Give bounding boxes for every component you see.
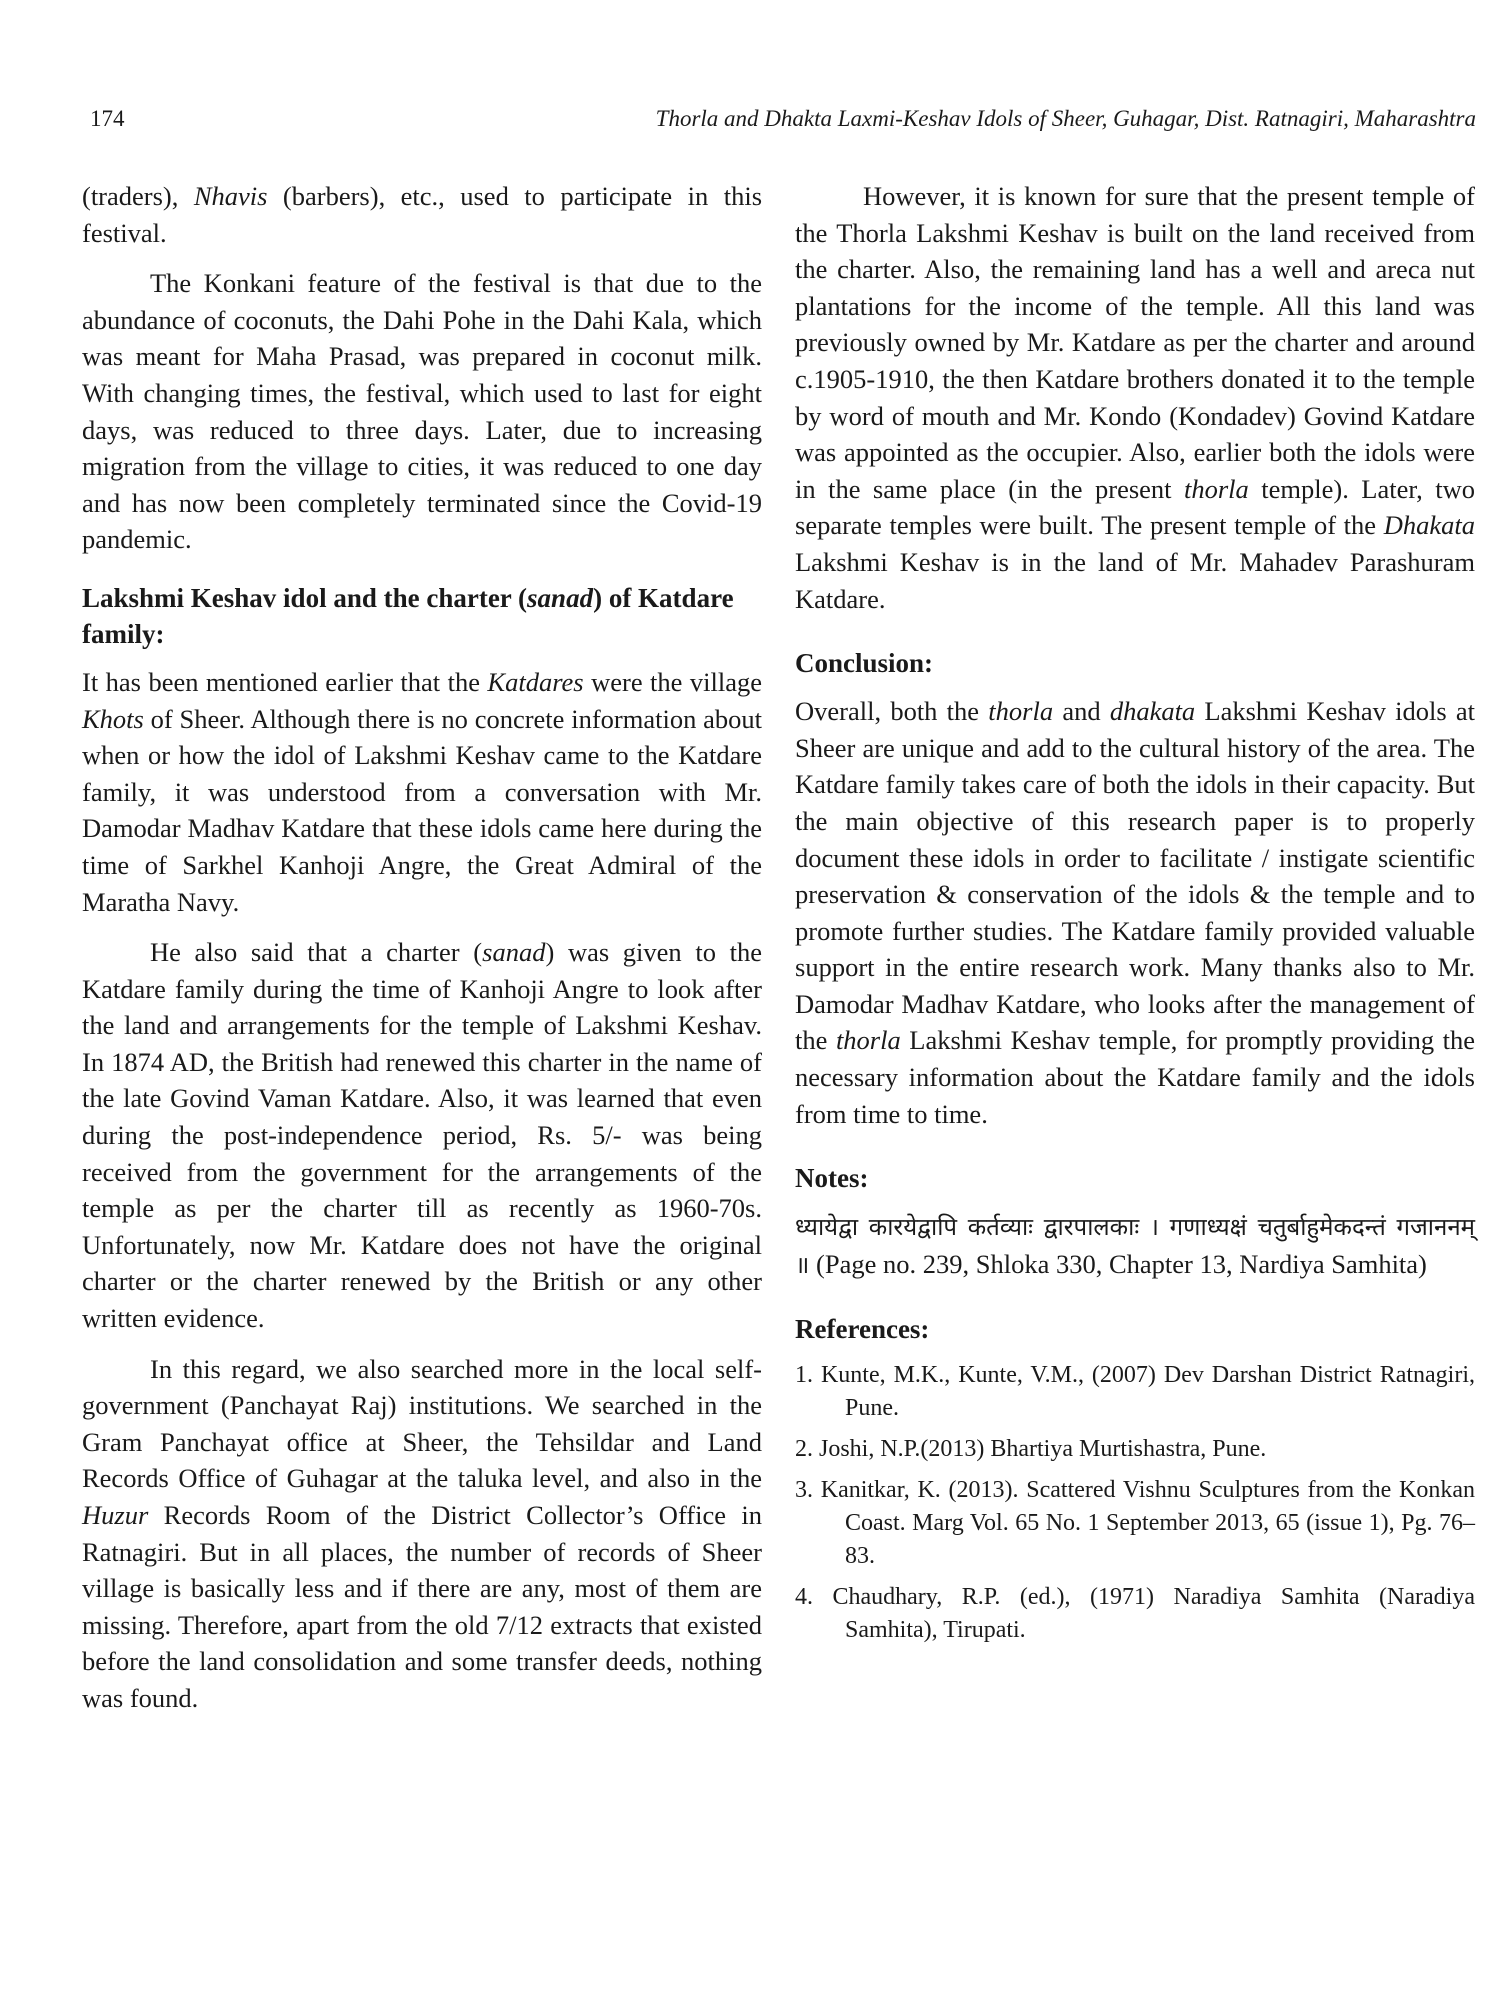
reference-item: 3. Kanitkar, K. (2013). Scattered Vishnu Sculptures from the Konkan Coast. Marg Vol. 65 No. 1 September 2013, 65 (issue 1), Pg. 76–83.: [795, 1477, 1475, 1570]
text: However, it is known for sure that the present temple of the Thorla Lakshmi Keshav is built on the land received from the charter. Also, the remaining land has a well and areca nut plantations for the income of the temple. All this land was previously owned by Mr. Katdare as per the charter and around c.1905-1910, the then Katdare brothers donated it to the temple by word of mouth and Mr. Kondo (Kondadev) Govind Katdare was appointed as the occupier. Also, earlier both the idols were in the same place (in the present: [795, 181, 1475, 504]
reference-item: 1. Kunte, M.K., Kunte, V.M., (2007) Dev Darshan District Ratnagiri, Pune.: [795, 1362, 1475, 1422]
paragraph: [82, 664, 762, 920]
emphasis: dhakata: [1109, 696, 1196, 727]
text: ) of Katdare family:: [82, 582, 734, 649]
references-heading: References:: [795, 1314, 930, 1345]
text: In this regard, we also searched more in the local self-government (Panchayat Raj) institutions. We searched in the Gram Panchayat office at Sheer, the Tehsildar and Land Records Office of Guhagar at the taluka level, and also in the: [82, 1353, 762, 1494]
emphasis: Huzur: [82, 1500, 149, 1530]
emphasis: Katdares: [487, 666, 584, 697]
emphasis: sanad: [482, 937, 546, 968]
emphasis: Dhakata: [1383, 510, 1475, 541]
notes-paragraph: [795, 1208, 1475, 1283]
paragraph: [82, 934, 762, 1337]
emphasis: Khots: [82, 703, 144, 734]
emphasis: thorla: [1184, 473, 1249, 504]
page-number: 174: [90, 106, 125, 131]
running-title: Thorla and Dhakta Laxmi-Keshav Idols of Sheer, Guhagar, Dist. Ratnagiri, Maharashtra: [655, 106, 1476, 131]
paragraph: The Konkani feature of the festival is that due to the abundance of coconuts, the Dahi Pohe in the Dahi Kala, which was meant for Maha Prasad, was prepared in coconut milk. With changing times, the festival, which used to last for eight days, was reduced to three days. Later, due to increasing migration from the village to cities, it was reduced to one day and has now been completely terminated since the Covid-19 pandemic.: [82, 268, 762, 555]
text: of Sheer. Although there is no concrete information about when or how the idol of Lakshmi Keshav came to the Katdare family, it was understood from a conversation with Mr. Damodar Madhav Katdare that these idols came here during the time of Sarkhel Kanhoji Angre, the Great Admiral of the Maratha Navy.: [82, 703, 762, 917]
notes-heading: Notes:: [795, 1163, 869, 1194]
emphasis: thorla: [988, 696, 1054, 727]
reference-item: 2. Joshi, N.P.(2013) Bhartiya Murtishastra, Pune.: [795, 1436, 1267, 1463]
conclusion-paragraph: [795, 693, 1475, 1132]
emphasis: thorla: [835, 1025, 901, 1056]
text: Lakshmi Keshav idols at Sheer are unique and add to the cultural history of the area. The Katdare family takes care of both the idols in their capacity. But the main objective of this research paper is to properly document these idols in order to facilitate / instigate scientific preservation & conservation of the idols & the temple and to promote further studies. The Katdare family provided valuable support in the entire research work. Many thanks also to Mr. Damodar Madhav Katdare, who looks after the management of the: [795, 696, 1475, 1056]
text: Lakshmi Keshav is in the land of Mr. Mahadev Parashuram Katdare.: [795, 546, 1475, 614]
references-list: [795, 1359, 1475, 1647]
text: were the village: [583, 666, 762, 697]
text: Lakshmi Keshav idol and the charter (: [82, 582, 528, 613]
text: Overall, both the: [795, 696, 989, 727]
text: temple). Later, two separate temples were built. The present temple of the: [795, 473, 1475, 541]
reference-item: 4. Chaudhary, R.P. (ed.), (1971) Naradiya Samhita (Naradiya Samhita), Tirupati.: [795, 1584, 1475, 1644]
left-column: [82, 178, 762, 1717]
sanskrit-verse: ध्यायेद्वा कारयेद्वापि कर्तव्याः द्वारपालकाः । गणाध्यक्षं चतुर्बाहुमेकदन्तं गजाननम् ॥: [795, 1213, 1475, 1279]
paragraph: [795, 178, 1475, 617]
paragraph: [82, 178, 762, 251]
text: He also said that a charter (: [150, 937, 483, 968]
section-heading: [82, 580, 762, 652]
emphasis: sanad: [527, 582, 594, 613]
emphasis: Nhavis: [193, 181, 268, 211]
text: (barbers), etc., used to participate in this festival.: [82, 181, 763, 248]
conclusion-heading: Conclusion:: [795, 648, 934, 679]
text: It has been mentioned earlier that the: [82, 666, 488, 697]
text: (Page no. 239, Shloka 330, Chapter 13, Nardiya Samhita): [809, 1248, 1427, 1279]
right-column: [795, 178, 1475, 1655]
text: Records Room of the District Collector’s Office in Ratnagiri. But in all places, the number of records of Sheer village is basically less and if there are any, most of them are missing. Therefore, apart from the old 7/12 extracts that existed before the land consolidation and some transfer deeds, nothing was found.: [82, 1500, 762, 1713]
text: and: [1053, 696, 1110, 727]
text: (traders),: [82, 181, 194, 211]
paragraph: [82, 1351, 762, 1717]
text: Lakshmi Keshav temple, for promptly providing the necessary information about the Katdare family and the idols from time to time.: [795, 1025, 1476, 1129]
text: ) was given to the Katdare family during the time of Kanhoji Angre to look after the land and arrangements for the temple of Lakshmi Keshav. In 1874 AD, the British had renewed this charter in the name of the late Govind Vaman Katdare. Also, it was learned that even during the post-independence period, Rs. 5/- was being received from the government for the arrangements of the temple as per the charter till as recently as 1960-70s. Unfortunately, now Mr. Katdare does not have the original charter or the charter renewed by the British or any other written evidence.: [82, 937, 762, 1334]
